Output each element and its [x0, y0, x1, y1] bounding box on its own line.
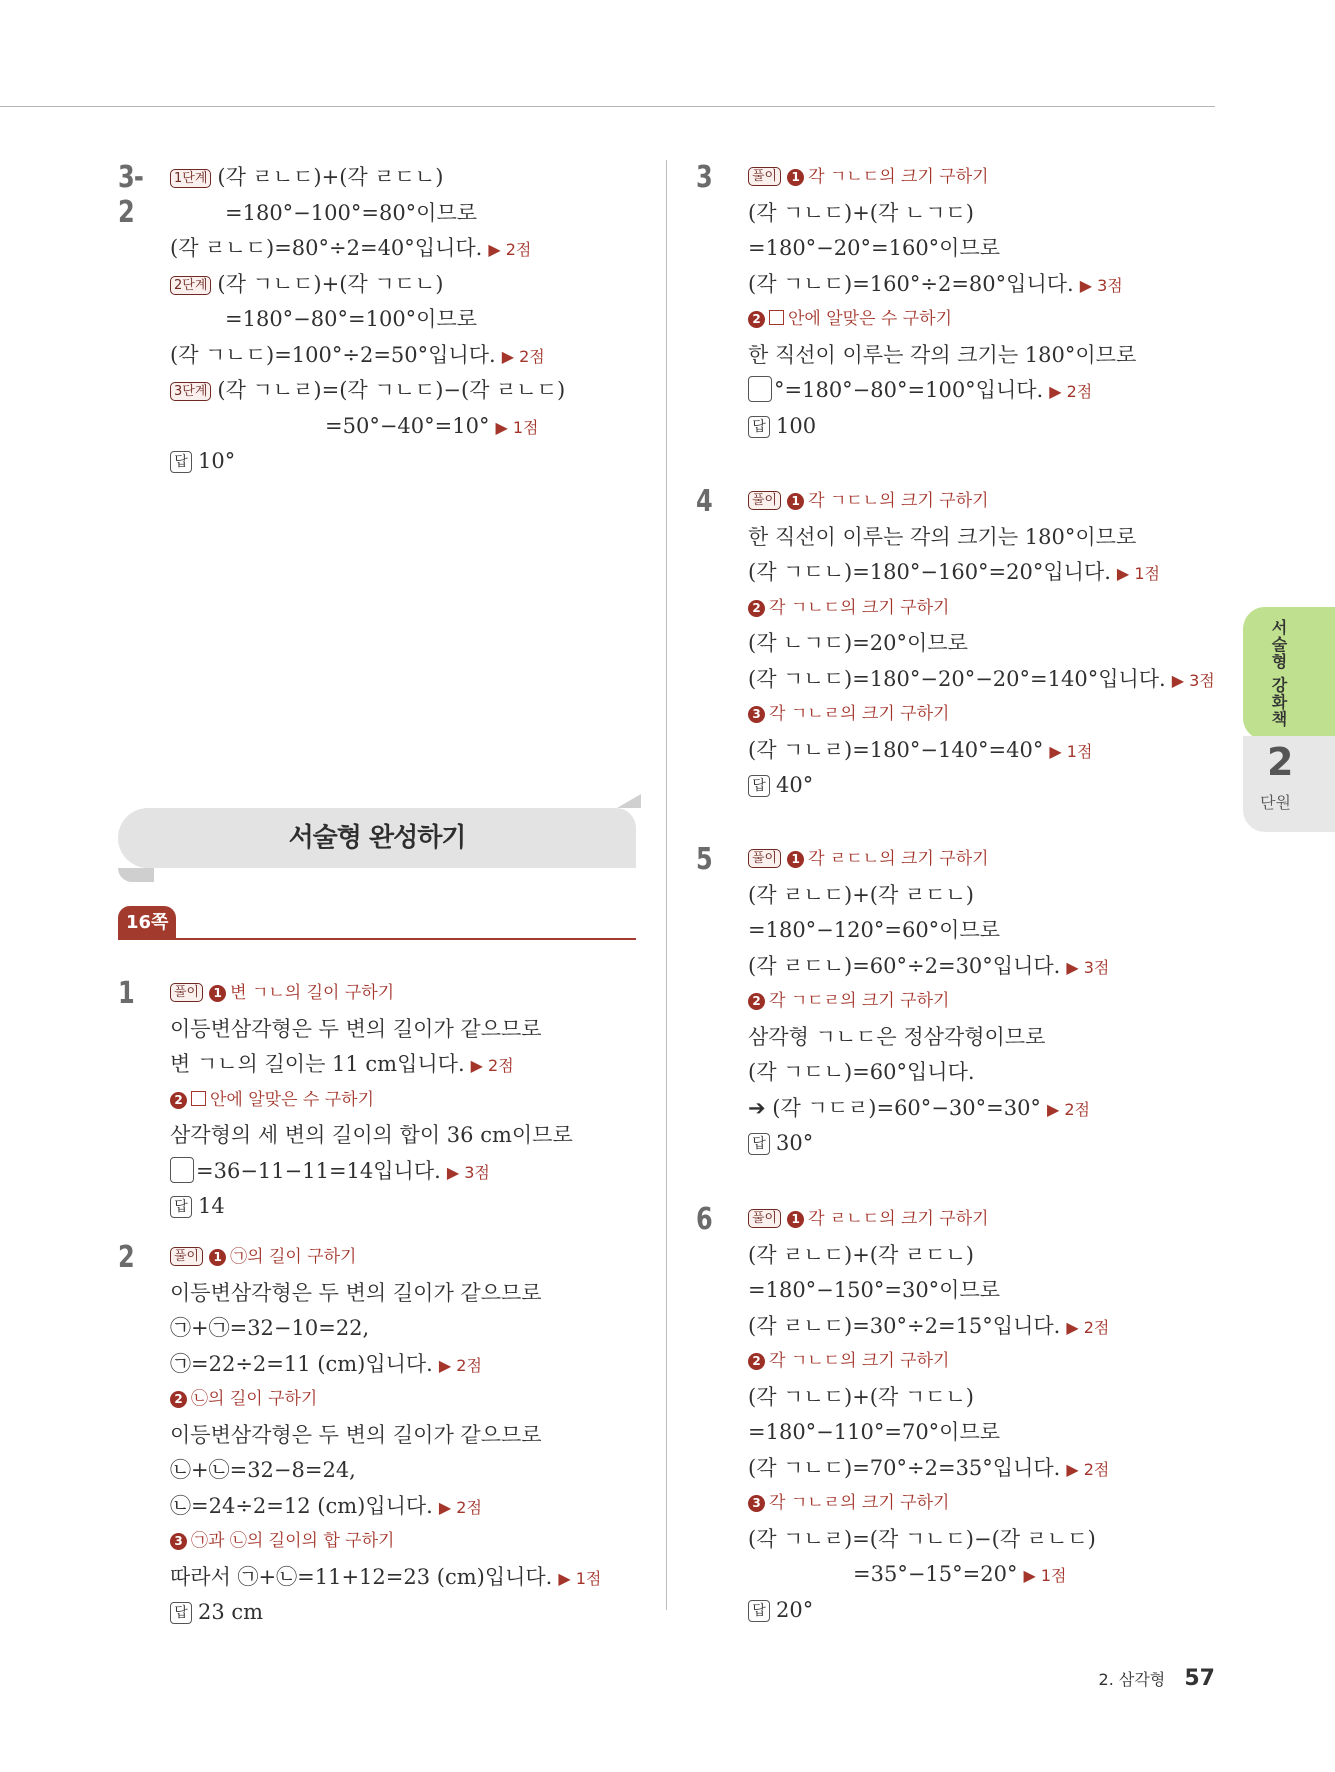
line-text: 변 ㄱㄴ의 길이 구하기	[230, 983, 395, 1003]
answer-line	[748, 768, 813, 803]
blank-box-icon	[748, 376, 772, 402]
line-text: =180°−20°=160°이므로	[748, 236, 1001, 260]
page-reference-rule	[118, 938, 636, 940]
line-text: =180°−80°=100°이므로	[225, 307, 478, 331]
line-text: 30°	[776, 1131, 814, 1155]
solution-line	[748, 733, 1092, 769]
answer-line	[748, 1126, 813, 1161]
step-number-icon: 2	[748, 993, 765, 1010]
step-heading	[748, 302, 952, 337]
step-heading	[170, 1382, 317, 1417]
solution-line	[748, 626, 968, 661]
step-heading	[748, 984, 949, 1019]
score-points: ▶ 1점	[495, 417, 539, 437]
solution-line	[748, 1522, 1096, 1557]
solution-line	[170, 267, 443, 302]
line-text: (각 ㄱㄴㄹ)=180°−140°=40°	[748, 737, 1044, 762]
line-text: 10°	[198, 449, 236, 473]
answer-line	[170, 1595, 263, 1630]
answer-label: 답	[170, 1196, 192, 1218]
step-number-icon: 3	[748, 1495, 765, 1512]
step-tag: 1단계	[170, 169, 211, 188]
step-number-icon: 1	[787, 1211, 804, 1228]
score-points: ▶ 2점	[1066, 1317, 1110, 1337]
step-heading	[748, 1486, 949, 1521]
score-points: ▶ 1점	[1049, 741, 1093, 761]
solution-line	[748, 196, 974, 231]
line-text: 한 직선이 이루는 각의 크기는 180°이므로	[748, 342, 1137, 367]
question-number: 6	[696, 1202, 712, 1237]
solution-line	[170, 231, 531, 267]
section-title: 서술형 완성하기	[288, 823, 466, 853]
line-text: 각 ㄱㄴㄷ의 크기 구하기	[808, 167, 989, 187]
question-number: 1	[118, 976, 134, 1011]
answer-label: 답	[170, 451, 192, 473]
question-number: 4	[696, 484, 712, 519]
question-number: 2	[118, 1240, 134, 1275]
solution-line	[225, 302, 477, 337]
answer-label: 답	[748, 1133, 770, 1155]
solution-line	[748, 662, 1215, 698]
score-points: ▶ 1점	[558, 1568, 602, 1588]
unit-label: 단원	[1260, 793, 1291, 812]
solution-line	[170, 338, 545, 374]
line-text: =36−11−11=14입니다.	[196, 1158, 441, 1183]
score-points: ▶ 3점	[1079, 275, 1123, 295]
solution-line	[748, 878, 974, 913]
step-tag: 풀이	[748, 849, 781, 868]
solution-line	[170, 1276, 542, 1311]
solution-line	[170, 1347, 482, 1383]
step-tag: 2단계	[170, 276, 211, 295]
line-text: 안에 알맞은 수 구하기	[210, 1089, 375, 1110]
score-points: ▶ 1점	[1116, 564, 1160, 583]
line-text: 이등변삼각형은 두 변의 길이가 같으므로	[170, 1280, 542, 1305]
line-text: 20°	[776, 1597, 814, 1622]
solution-line	[748, 1451, 1109, 1487]
solution-line	[748, 1091, 1090, 1127]
line-text: (각 ㄹㄴㄷ)+(각 ㄹㄷㄴ)	[217, 165, 444, 189]
line-text: (각 ㄱㄴㄷ)=100°÷2=50°입니다.	[170, 342, 496, 367]
step-heading	[748, 160, 989, 195]
solution-line	[748, 1055, 975, 1090]
step-tag: 풀이	[748, 491, 781, 510]
solution-line	[748, 373, 1092, 409]
step-tag: 풀이	[748, 1209, 781, 1228]
line-text: 23 cm	[198, 1600, 264, 1624]
blank-box-icon	[191, 1091, 206, 1106]
answer-line	[170, 1189, 225, 1224]
line-text: =35°−15°=20°	[853, 1562, 1018, 1586]
page-number: 57	[1184, 1666, 1215, 1691]
solution-line	[748, 949, 1109, 985]
line-text: (각 ㄴㄱㄷ)=20°이므로	[748, 631, 968, 655]
line-text: (각 ㄱㄴㄷ)=70°÷2=35°입니다.	[748, 1455, 1061, 1480]
step-heading	[748, 591, 949, 626]
top-rule	[0, 106, 1215, 107]
line-text: =180°−120°=60°이므로	[748, 918, 1001, 942]
question-number: 3	[696, 160, 712, 195]
page-footer	[1099, 1666, 1215, 1691]
answer-label: 답	[170, 1602, 192, 1624]
score-points: ▶ 2점	[1049, 382, 1093, 401]
step-number-icon: 1	[787, 493, 804, 510]
score-points: ▶ 2점	[1066, 1459, 1110, 1479]
line-text: =180°−150°=30°이므로	[748, 1278, 1001, 1302]
line-text: 따라서 ㉠+㉡=11+12=23 (cm)입니다.	[170, 1564, 553, 1589]
line-text: (각 ㄹㄴㄷ)+(각 ㄹㄷㄴ)	[748, 882, 975, 907]
answer-label: 답	[748, 775, 770, 797]
chapter-title: 2. 삼각형	[1098, 1670, 1166, 1689]
line-text: 삼각형의 세 변의 길이의 합이 36 cm이므로	[170, 1123, 573, 1147]
solution-line	[170, 1560, 601, 1596]
line-text: (각 ㄱㄷㄴ)=180°−160°=20°입니다.	[748, 560, 1111, 584]
section-banner	[118, 808, 636, 868]
step-heading	[748, 697, 949, 732]
solution-line	[170, 1047, 514, 1083]
solution-line	[748, 520, 1136, 555]
solution-line	[748, 1380, 974, 1415]
solution-line	[170, 1453, 356, 1488]
step-number-icon: 2	[170, 1092, 187, 1109]
line-text: °=180°−80°=100°입니다.	[774, 378, 1044, 402]
line-text: (각 ㄹㄷㄴ)=60°÷2=30°입니다.	[748, 953, 1061, 978]
solution-line	[748, 913, 1000, 948]
side-tab-unit[interactable]	[1243, 736, 1335, 832]
line-text: 각 ㄹㄷㄴ의 크기 구하기	[808, 849, 989, 869]
score-points: ▶ 2점	[488, 240, 532, 259]
solution-line	[170, 1012, 542, 1047]
solution-line	[170, 1489, 482, 1525]
answer-label: 답	[748, 1600, 770, 1622]
line-text: (각 ㄱㄴㄷ)=160°÷2=80°입니다.	[748, 271, 1074, 296]
step-heading	[748, 1202, 989, 1237]
step-number-icon: 1	[209, 985, 226, 1002]
line-text: 삼각형 ㄱㄴㄷ은 정삼각형이므로	[748, 1024, 1046, 1049]
solution-line	[325, 409, 538, 445]
line-text: 각 ㄱㄴㄷ의 크기 구하기	[769, 1351, 950, 1371]
step-tag: 풀이	[170, 983, 203, 1002]
step-tag: 풀이	[170, 1247, 203, 1266]
line-text: (각 ㄱㄴㄷ)=180°−20°−20°=140°입니다.	[748, 666, 1166, 691]
step-heading	[170, 1083, 374, 1118]
line-text: ㉡=24÷2=12 (cm)입니다.	[170, 1493, 433, 1518]
solution-line	[170, 1311, 369, 1346]
step-number-icon: 2	[748, 1353, 765, 1370]
solution-line	[748, 267, 1123, 303]
step-heading	[170, 1524, 394, 1559]
solution-line	[170, 160, 443, 195]
line-text: 100	[776, 413, 817, 438]
answer-label: 답	[748, 416, 770, 438]
question-number: 5	[696, 842, 712, 877]
line-text: 이등변삼각형은 두 변의 길이가 같으므로	[170, 1016, 542, 1041]
line-text: 이등변삼각형은 두 변의 길이가 같으므로	[170, 1422, 542, 1447]
line-text: 각 ㄹㄴㄷ의 크기 구하기	[808, 1209, 989, 1229]
step-heading	[748, 842, 989, 877]
solution-line	[748, 1309, 1109, 1345]
line-text: =180°−110°=70°이므로	[748, 1420, 1001, 1444]
unit-number: 2	[1267, 740, 1294, 784]
step-number-icon: 3	[748, 706, 765, 723]
solution-line	[170, 373, 565, 408]
line-text: 각 ㄱㄷㄹ의 크기 구하기	[769, 991, 950, 1011]
line-text: 각 ㄱㄷㄴ의 크기 구하기	[808, 491, 989, 511]
solution-line	[853, 1557, 1066, 1593]
line-text: (각 ㄹㄴㄷ)=80°÷2=40°입니다.	[170, 236, 483, 260]
step-tag: 3단계	[170, 382, 211, 401]
line-text: 변 ㄱㄴ의 길이는 11 cm입니다.	[170, 1052, 465, 1076]
line-text: (각 ㄱㄴㄹ)=(각 ㄱㄴㄷ)−(각 ㄹㄴㄷ)	[748, 1526, 1096, 1551]
blank-box-icon	[769, 310, 784, 325]
score-points: ▶ 1점	[1023, 1566, 1067, 1585]
score-points: ▶ 2점	[1046, 1099, 1090, 1119]
solution-line	[748, 1415, 1000, 1450]
line-text: 각 ㄱㄴㄷ의 크기 구하기	[769, 597, 950, 618]
step-number-icon: 1	[787, 851, 804, 868]
step-heading	[748, 1344, 949, 1379]
line-text: (각 ㄹㄴㄷ)=30°÷2=15°입니다.	[748, 1313, 1061, 1338]
answer-line	[170, 444, 235, 479]
line-text: (각 ㄱㄴㄷ)+(각 ㄱㄷㄴ)	[217, 271, 444, 296]
page-reference-badge: 16쪽	[118, 906, 176, 940]
score-points: ▶ 2점	[438, 1497, 482, 1517]
line-text: ㉠과 ㉡의 길이의 합 구하기	[191, 1531, 395, 1551]
line-text: ㉠=22÷2=11 (cm)입니다.	[170, 1351, 433, 1376]
solution-line	[170, 1154, 490, 1190]
step-number-icon: 3	[170, 1533, 187, 1550]
line-text: (각 ㄱㄴㄷ)+(각 ㄴㄱㄷ)	[748, 200, 975, 225]
column-divider	[666, 160, 667, 1610]
solution-line	[748, 555, 1160, 591]
line-text: (각 ㄱㄴㄹ)=(각 ㄱㄴㄷ)−(각 ㄹㄴㄷ)	[217, 378, 566, 402]
score-points: ▶ 3점	[446, 1162, 490, 1182]
solution-line	[748, 1238, 974, 1273]
step-heading	[170, 1240, 356, 1275]
line-text: =50°−40°=10°	[325, 413, 490, 438]
step-heading	[170, 976, 394, 1011]
side-tab-book[interactable]	[1243, 607, 1335, 740]
score-points: ▶ 3점	[1066, 957, 1110, 977]
solution-line	[170, 1118, 573, 1153]
score-points: ▶ 2점	[470, 1056, 514, 1075]
solution-line	[225, 196, 477, 231]
score-points: ▶ 2점	[501, 346, 545, 366]
line-text: 한 직선이 이루는 각의 크기는 180°이므로	[748, 524, 1137, 549]
answer-line	[748, 1593, 813, 1628]
score-points: ▶ 2점	[438, 1355, 482, 1375]
line-text: 40°	[776, 773, 814, 797]
solution-line	[748, 338, 1136, 373]
step-tag: 풀이	[748, 167, 781, 186]
line-text: ㉡+㉡=32−8=24,	[170, 1458, 356, 1482]
line-text: (각 ㄱㄴㄷ)+(각 ㄱㄷㄴ)	[748, 1384, 975, 1409]
step-number-icon: 1	[209, 1249, 226, 1266]
line-text: 안에 알맞은 수 구하기	[788, 309, 953, 329]
solution-line	[748, 231, 1000, 266]
step-number-icon: 2	[170, 1391, 187, 1408]
line-text: ㉠+㉠=32−10=22,	[170, 1316, 370, 1340]
line-text: ㉡의 길이 구하기	[191, 1389, 318, 1409]
blank-box-icon	[170, 1157, 194, 1183]
line-text: (각 ㄱㄷㄴ)=60°입니다.	[748, 1060, 975, 1084]
side-tab-label: 서술형 강화책	[1269, 619, 1288, 728]
line-text: (각 ㄹㄴㄷ)+(각 ㄹㄷㄴ)	[748, 1242, 975, 1267]
line-text: =180°−100°=80°이므로	[225, 200, 478, 225]
question-number: 3-2	[118, 160, 144, 230]
step-number-icon: 1	[787, 169, 804, 186]
step-heading	[748, 484, 989, 519]
answer-line	[748, 409, 816, 444]
step-number-icon: 2	[748, 311, 765, 328]
score-points: ▶ 3점	[1171, 670, 1215, 690]
solution-line	[170, 1418, 542, 1453]
solution-line	[748, 1020, 1045, 1055]
line-text: ➔ (각 ㄱㄷㄹ)=60°−30°=30°	[748, 1095, 1041, 1120]
solution-line	[748, 1273, 1000, 1308]
line-text: 14	[198, 1194, 225, 1218]
line-text: 각 ㄱㄴㄹ의 크기 구하기	[769, 704, 950, 724]
line-text: 각 ㄱㄴㄹ의 크기 구하기	[769, 1493, 950, 1513]
step-number-icon: 2	[748, 600, 765, 617]
line-text: ㉠의 길이 구하기	[230, 1247, 357, 1267]
